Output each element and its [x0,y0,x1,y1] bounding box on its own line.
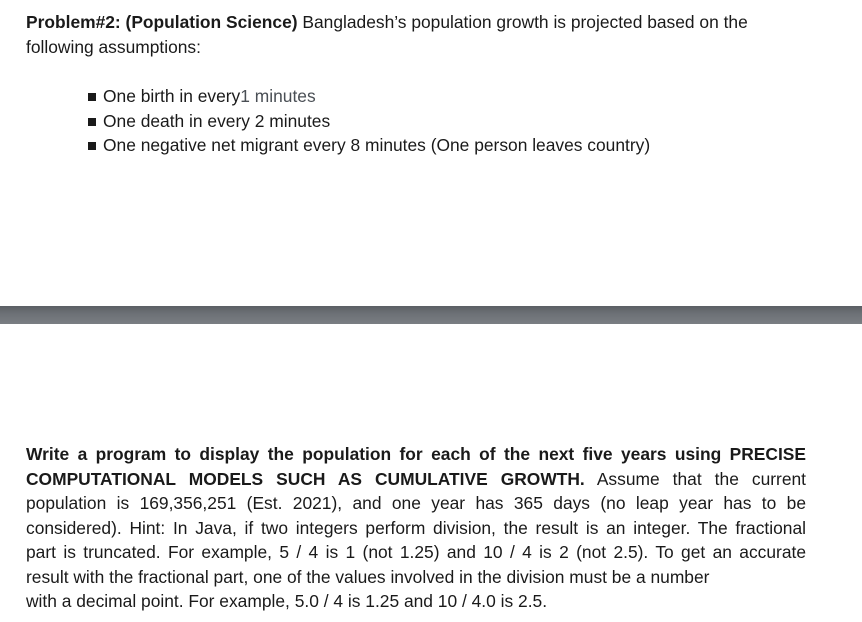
task-bold-text: Write a program to display the population for each of the next five years using PRECISE [26,444,806,464]
bullet-text: One birth in every [103,86,241,106]
task-line: part is truncated. For example, 5 / 4 is 1 (not 1.25) and 10 / 4 is 2 (not 2.5). To get an accurate [26,542,806,562]
document-page-bottom [0,324,862,622]
bullet-text: One negative net migrant every 8 minutes (One person leaves country) [103,135,651,155]
bullet-value: 1 minutes [240,86,316,106]
task-line: considered). Hint: In Java, if two integers perform division, the result is an integer. The fractional [26,517,806,538]
problem-heading: Problem#2: (Population Science) [26,12,298,32]
task-bold-text: COMPUTATIONAL MODELS SUCH AS CUMULATIVE GROWTH. [26,468,585,489]
task-line: population is 169,356,251 (Est. 2021), and one year has 365 days (no leap year has to be [26,493,806,513]
task-line: result with the fractional part, one of the values involved in the division must be a number [26,566,710,587]
square-bullet-icon [88,118,96,126]
task-line [26,442,806,467]
list-item [88,84,650,109]
task-line: with a decimal point. For example, 5.0 / 4 is 1.25 and 10 / 4.0 is 2.5. [26,591,548,611]
square-bullet-icon [88,142,96,150]
assumption-list [88,84,650,158]
task-text: Assume that the current [584,468,807,489]
problem-intro: Bangladesh’s population growth is projected based on the following assumptions: [26,12,748,57]
bullet-text: One death in every 2 minutes [103,110,331,131]
list-item [88,109,650,134]
square-bullet-icon [88,93,96,101]
task-description [26,442,806,614]
task-line [26,467,806,492]
document-page-top [0,0,862,306]
list-item [88,133,650,158]
problem-statement [26,10,806,59]
page-separator [0,306,862,324]
